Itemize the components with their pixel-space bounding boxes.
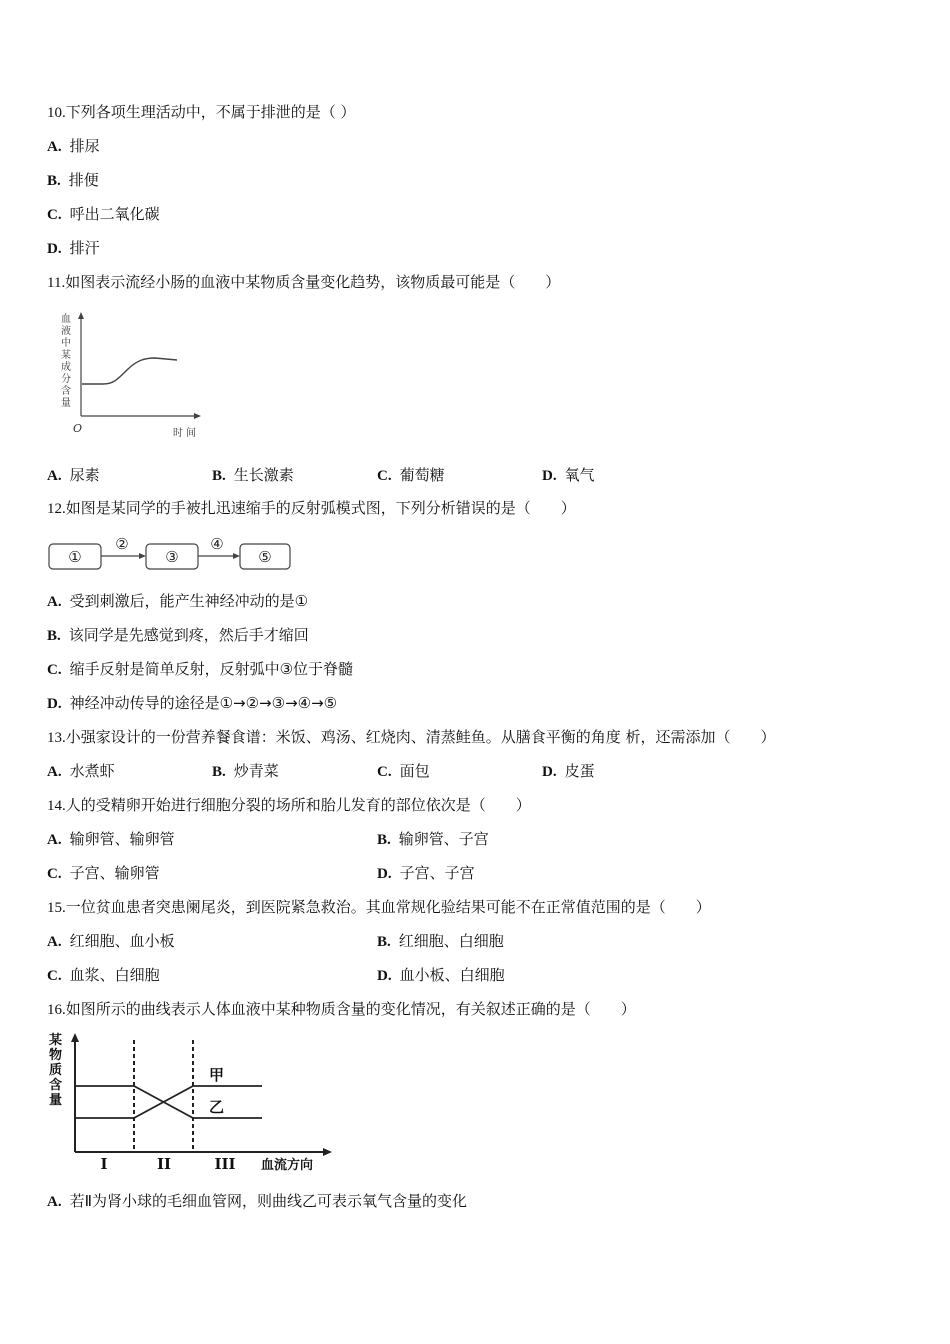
q12-option-b: B. 该同学是先感觉到疼，然后手才缩回 — [47, 626, 309, 644]
q13-option-d: D. 皮蛋 — [542, 762, 595, 780]
question-15-stem: 15.一位贫血患者突患阑尾炎，到医院紧急救治。其血常规化验结果可能不在正常值范围的是（ ） — [47, 898, 711, 916]
q16-region-1: I — [100, 1155, 108, 1173]
q16-y-arrow — [71, 1033, 79, 1042]
q12-figure — [46, 534, 296, 574]
svg-text:量: 量 — [49, 1093, 63, 1108]
q13-option-c: C. 面包 — [377, 762, 430, 780]
q15-option-d: D. 血小板、白细胞 — [377, 966, 505, 984]
q16-option-a: A. 若Ⅱ为肾小球的毛细血管网，则曲线乙可表示氧气含量的变化 — [47, 1192, 467, 1210]
q12-box-3-label: ⑤ — [258, 548, 272, 566]
question-16-stem: 16.如图所示的曲线表示人体血液中某种物质含量的变化情况，有关叙述正确的是（ ） — [47, 1000, 636, 1018]
q11-figure — [55, 310, 215, 440]
q10-option-b: B. 排便 — [47, 171, 99, 189]
q16-x-arrow — [323, 1148, 332, 1156]
q11-curve — [82, 358, 177, 384]
svg-text:血: 血 — [61, 314, 71, 325]
question-12-stem: 12.如图是某同学的手被扎迅速缩手的反射弧模式图，下列分析错误的是（ ） — [47, 499, 576, 517]
q11-option-a: A. 尿素 — [47, 466, 100, 484]
q10-option-c: C. 呼出二氧化碳 — [47, 205, 160, 223]
q11-option-c: C. 葡萄糖 — [377, 466, 445, 484]
q16-region-3: III — [214, 1155, 236, 1173]
q11-xlabel: 时 间 — [173, 428, 197, 439]
q12-arrow-2-label: ④ — [210, 535, 224, 553]
q12-option-c: C. 缩手反射是简单反射，反射弧中③位于脊髓 — [47, 660, 354, 678]
q11-origin: O — [73, 422, 83, 435]
q11-option-b: B. 生长激素 — [212, 466, 294, 484]
q11-ylabel — [61, 313, 71, 409]
q11-x-arrow — [194, 413, 201, 419]
question-11-stem: 11.如图表示流经小肠的血液中某物质含量变化趋势，该物质最可能是（ ） — [47, 273, 561, 291]
question-14-stem: 14.人的受精卵开始进行细胞分裂的场所和胎儿发育的部位依次是（ ） — [47, 796, 531, 814]
svg-text:质: 质 — [49, 1063, 63, 1078]
q14-option-c: C. 子宫、输卵管 — [47, 864, 160, 882]
q13-option-b: B. 炒青菜 — [212, 762, 279, 780]
q15-option-a: A. 红细胞、血小板 — [47, 932, 175, 950]
svg-text:成: 成 — [61, 362, 71, 373]
q15-option-c: C. 血浆、白细胞 — [47, 966, 160, 984]
q16-label-yi: 乙 — [209, 1098, 225, 1116]
svg-text:某: 某 — [49, 1033, 63, 1048]
q16-label-jia: 甲 — [209, 1066, 225, 1084]
svg-text:含: 含 — [49, 1078, 63, 1093]
q12-box-1-label: ① — [68, 548, 82, 566]
question-13-stem: 13.小强家设计的一份营养餐食谱：米饭、鸡汤、红烧肉、清蒸鲑鱼。从膳食平衡的角度 析，还需添加（ ） — [47, 728, 776, 746]
q14-option-b: B. 输卵管、子宫 — [377, 830, 489, 848]
q16-curve-jia — [76, 1086, 262, 1118]
q12-option-d: D. 神经冲动传导的途径是①→②→③→④→⑤ — [47, 694, 338, 712]
q16-ylabel — [49, 1032, 62, 1108]
q15-option-b: B. 红细胞、白细胞 — [377, 932, 504, 950]
svg-text:液: 液 — [61, 326, 71, 337]
q14-option-d: D. 子宫、子宫 — [377, 864, 475, 882]
q12-box-2-label: ③ — [165, 548, 179, 566]
svg-text:物: 物 — [49, 1048, 63, 1063]
svg-text:分: 分 — [61, 374, 71, 385]
q11-y-arrow — [78, 312, 84, 319]
q12-option-a: A. 受到刺激后，能产生神经冲动的是① — [47, 592, 309, 610]
svg-text:含: 含 — [61, 386, 71, 397]
q16-curve-yi — [76, 1086, 262, 1118]
q16-region-2: II — [156, 1155, 172, 1173]
svg-text:中: 中 — [61, 338, 71, 349]
q14-option-a: A. 输卵管、输卵管 — [47, 830, 175, 848]
q16-xlabel: 血流方向 — [261, 1158, 314, 1173]
question-10-stem: 10.下列各项生理活动中，不属于排泄的是（ ） — [47, 103, 356, 121]
q10-option-a: A. 排尿 — [47, 137, 100, 155]
q13-option-a: A. 水煮虾 — [47, 762, 115, 780]
svg-text:量: 量 — [61, 398, 71, 409]
q10-option-d: D. 排汗 — [47, 239, 100, 257]
svg-text:某: 某 — [61, 350, 71, 361]
q11-option-d: D. 氧气 — [542, 466, 595, 484]
q12-arrow-1-label: ② — [115, 535, 129, 553]
q16-figure — [45, 1030, 345, 1174]
